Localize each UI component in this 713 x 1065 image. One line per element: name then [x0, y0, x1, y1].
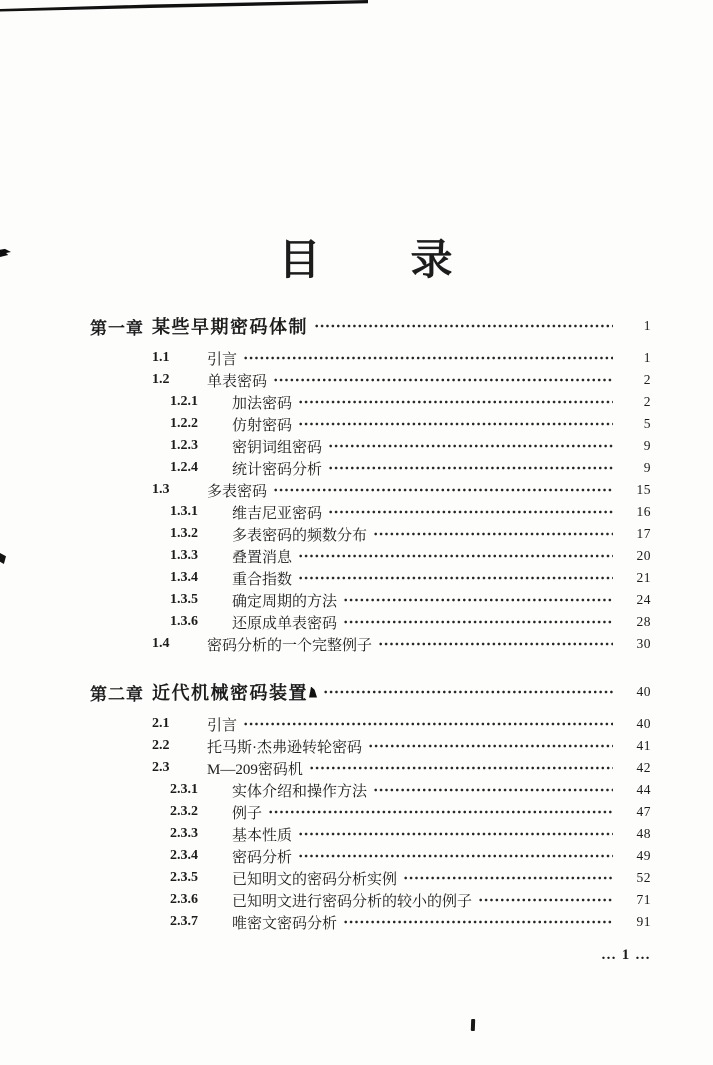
dot-leader	[298, 395, 613, 409]
toc-entry-label: 还原成单表密码	[232, 615, 338, 632]
dot-leader	[298, 827, 613, 841]
toc-entry-label: 统计密码分析	[232, 461, 323, 478]
dot-leader	[298, 849, 613, 863]
toc-entry-label: 密码分析	[232, 849, 293, 866]
dot-leader	[273, 373, 613, 387]
toc-entry-label: 例子	[232, 805, 263, 822]
toc-entry	[90, 713, 651, 735]
toc-entry	[90, 735, 651, 757]
toc-entry-page: 1	[643, 350, 651, 365]
toc-entry-number: 1.2.2	[170, 416, 198, 431]
toc-entry-number: 1.2.4	[170, 460, 198, 475]
toc-entry-page: 40	[636, 716, 651, 731]
toc-entry-number: 2.3	[152, 760, 170, 775]
dot-leader	[243, 717, 613, 731]
toc-entry	[90, 501, 651, 523]
dot-leader	[314, 319, 613, 333]
toc-entry-label: 某些早期密码体制	[152, 317, 308, 337]
toc-entry-number: 1.2.1	[170, 394, 198, 409]
toc-entry-number: 1.2	[152, 372, 170, 387]
dot-leader	[343, 615, 613, 629]
toc-entry-page: 5	[643, 416, 651, 431]
toc-entry-label: 唯密文密码分析	[232, 915, 338, 932]
toc-entry-number: 2.3.6	[170, 892, 198, 907]
toc-entry-label: 单表密码	[207, 373, 268, 390]
dot-leader	[378, 637, 613, 651]
dot-leader	[373, 783, 613, 797]
toc-entry-label: 加法密码	[232, 395, 293, 412]
toc-entry-page: 9	[643, 460, 651, 475]
toc-entry	[90, 567, 651, 589]
toc-entry-number: 2.1	[152, 716, 170, 731]
toc-entry-page: 17	[636, 526, 651, 541]
toc-entry	[90, 457, 651, 479]
dot-leader	[373, 527, 613, 541]
dot-leader	[323, 685, 613, 699]
dot-leader	[328, 439, 613, 453]
toc-entry-page: 40	[636, 684, 651, 699]
dot-leader	[328, 461, 613, 475]
toc-entry-label: 引言	[207, 717, 238, 734]
toc-entry-page: 42	[636, 760, 651, 775]
toc-entry-page: 47	[636, 804, 651, 819]
toc-entry-label: 叠置消息	[232, 549, 293, 566]
toc-entry-page: 41	[636, 738, 651, 753]
toc-entry-number: 2.2	[152, 738, 170, 753]
toc-entry-number: 第一章	[90, 318, 144, 338]
toc-entry-number: 2.3.1	[170, 782, 198, 797]
toc-entry-label: 多表密码的频数分布	[232, 527, 368, 544]
toc-entry-page: 16	[636, 504, 651, 519]
toc-entry-label: 重合指数	[232, 571, 293, 588]
toc-entry	[90, 479, 651, 501]
toc-entry	[90, 369, 651, 391]
toc-entry-page: 52	[636, 870, 651, 885]
dot-leader	[343, 915, 613, 929]
toc-entry-label: 实体介绍和操作方法	[232, 783, 368, 800]
dot-leader	[268, 805, 613, 819]
toc-entry-page: 21	[636, 570, 651, 585]
toc-entry	[90, 845, 651, 867]
toc-entry-number: 2.3.3	[170, 826, 198, 841]
toc-entry-page: 30	[636, 636, 651, 651]
toc-entry	[90, 889, 651, 911]
toc-entry-label: M—209密码机	[207, 761, 303, 778]
toc-entry	[90, 823, 651, 845]
dot-leader	[403, 871, 613, 885]
toc-entry-label: 密钥词组密码	[232, 439, 323, 456]
dot-leader	[273, 483, 613, 497]
toc-entry-label: 基本性质	[232, 827, 293, 844]
toc-entry-page: 2	[643, 372, 651, 387]
toc-entry	[90, 757, 651, 779]
dot-leader	[368, 739, 613, 753]
page-title: 目 录	[278, 238, 455, 284]
toc-list	[0, 315, 713, 933]
toc-entry	[90, 611, 651, 633]
dot-leader	[478, 893, 613, 907]
toc-entry-number: 1.3.1	[170, 504, 198, 519]
toc-entry-label: 托马斯·杰弗逊转轮密码	[207, 739, 362, 756]
toc-entry-label: 引言	[207, 351, 238, 368]
toc-entry-number: 1.3.5	[170, 592, 198, 607]
page-number-footer: … 1 …	[601, 947, 651, 963]
toc-entry	[90, 589, 651, 611]
toc-entry	[90, 801, 651, 823]
toc-entry	[90, 911, 651, 933]
toc-entry-page: 15	[636, 482, 651, 497]
dot-leader	[243, 351, 613, 365]
toc-entry-page: 9	[643, 438, 651, 453]
dot-leader	[343, 593, 613, 607]
toc-entry-label: 已知明文进行密码分析的较小的例子	[232, 893, 473, 910]
toc-entry	[90, 633, 651, 655]
toc-entry-number: 2.3.2	[170, 804, 198, 819]
dot-leader	[309, 761, 613, 775]
toc-entry-label: 确定周期的方法	[232, 593, 338, 610]
toc-entry	[90, 545, 651, 567]
toc-entry-number: 1.1	[152, 350, 170, 365]
toc-entry-number: 1.2.3	[170, 438, 198, 453]
dot-leader	[298, 571, 613, 585]
dot-leader	[298, 417, 613, 431]
toc-entry-page: 28	[636, 614, 651, 629]
toc-entry-page: 48	[636, 826, 651, 841]
dot-leader	[298, 549, 613, 563]
toc-entry-page: 71	[636, 892, 651, 907]
toc-entry	[90, 523, 651, 545]
toc-entry-label: 仿射密码	[232, 417, 293, 434]
toc-entry	[90, 413, 651, 435]
toc-entry	[90, 681, 651, 703]
toc-entry-number: 1.3.6	[170, 614, 198, 629]
toc-entry-number: 1.4	[152, 636, 170, 651]
toc-entry-page: 20	[636, 548, 651, 563]
toc-entry	[90, 315, 651, 337]
toc-entry-number: 2.3.7	[170, 914, 198, 929]
toc-entry-number: 2.3.5	[170, 870, 198, 885]
toc-entry-number: 1.3.4	[170, 570, 198, 585]
ink-smudge	[309, 687, 317, 698]
toc-entry-number: 1.3	[152, 482, 170, 497]
toc-entry	[90, 391, 651, 413]
toc-entry-page: 1	[643, 318, 651, 333]
toc-entry-page: 91	[636, 914, 651, 929]
dot-leader	[328, 505, 613, 519]
toc-entry-number: 2.3.4	[170, 848, 198, 863]
toc-entry-page: 49	[636, 848, 651, 863]
toc-entry-page: 24	[636, 592, 651, 607]
toc-entry	[90, 779, 651, 801]
toc-entry-label: 密码分析的一个完整例子	[207, 637, 373, 654]
toc-entry-page: 2	[643, 394, 651, 409]
toc-entry-label: 已知明文的密码分析实例	[232, 871, 398, 888]
toc-entry-label: 维吉尼亚密码	[232, 505, 323, 522]
toc-entry	[90, 435, 651, 457]
toc-entry	[90, 867, 651, 889]
toc-entry-number: 1.3.3	[170, 548, 198, 563]
toc-entry-number: 1.3.2	[170, 526, 198, 541]
toc-entry-page: 44	[636, 782, 651, 797]
toc-entry-number: 第二章	[90, 684, 144, 704]
toc-entry-label: 多表密码	[207, 483, 268, 500]
toc-entry-label: 近代机械密码装置	[152, 683, 308, 703]
toc-entry	[90, 347, 651, 369]
scan-artifact-bottom-tick	[471, 1019, 475, 1031]
